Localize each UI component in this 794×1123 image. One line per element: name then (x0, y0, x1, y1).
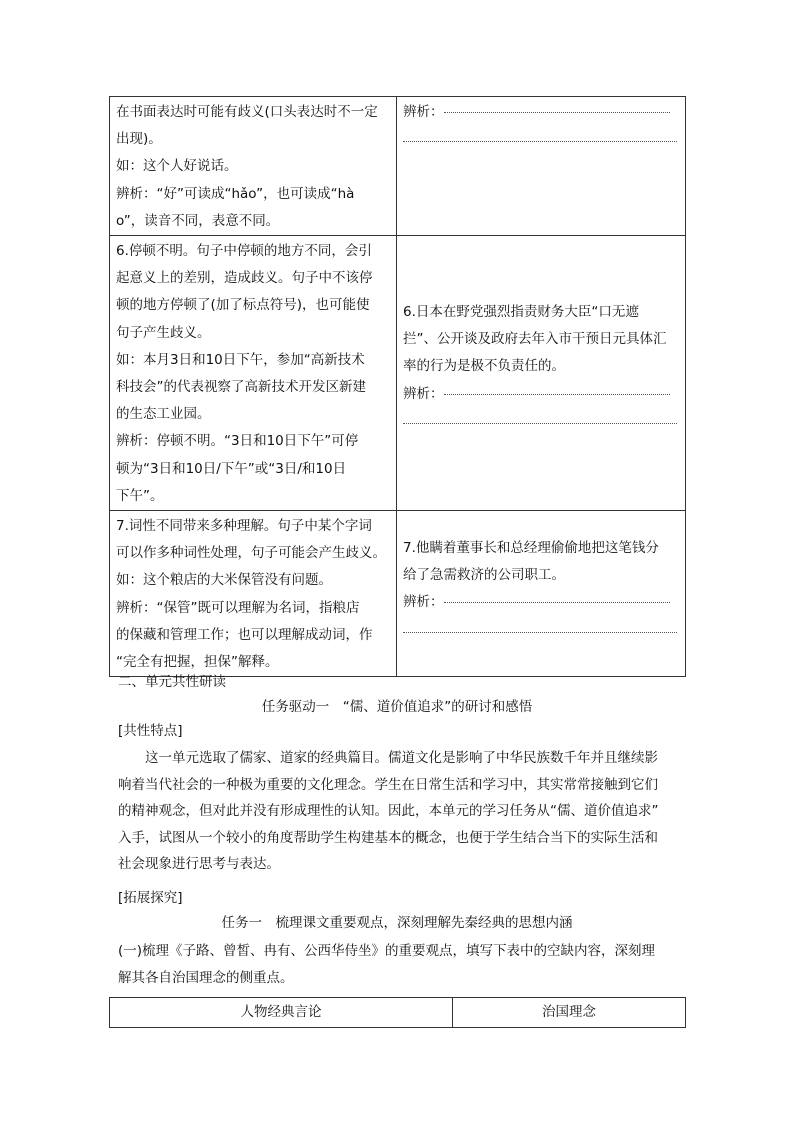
table-cell-right (397, 236, 686, 511)
analysis-label: 辨析： (403, 385, 444, 402)
analysis-label: 辨析： (403, 594, 444, 611)
answer-blank[interactable] (403, 140, 677, 142)
table-cell-right (397, 511, 686, 677)
paragraph-line: (一)梳理《子路、曾皙、冉有、公西华侍坐》的重要观点，填写下表中的空缺内容，深刻理 (118, 943, 656, 959)
cell-line: 句子产生歧义。 (116, 324, 211, 341)
cell-line: o”，读音不同，表意不同。 (116, 212, 280, 229)
table-row (110, 236, 686, 511)
cell-line: 6.日本在野党强烈指责财务大臣“口无遮 (403, 304, 639, 321)
table-header-row (110, 998, 686, 1028)
cell-line: 科技会”的代表视察了高新技术开发区新建 (116, 379, 366, 396)
answer-blank[interactable] (444, 393, 670, 395)
answer-blank[interactable] (444, 601, 670, 603)
governance-table (109, 997, 686, 1028)
features-paragraph (118, 745, 678, 878)
paragraph-line: 这一单元选取了儒家、道家的经典篇目。儒道文化是影响了中华民族数千年并且继续影 (118, 750, 658, 766)
features-label: [共性特点] (118, 723, 183, 739)
cell-line: 辨析：“保管”既可以理解为名词，指粮店 (116, 599, 360, 616)
table-cell-right (397, 97, 686, 236)
cell-line: 率的行为是极不负责任的。 (403, 358, 565, 375)
answer-blank[interactable] (403, 422, 677, 424)
task1-paragraph (118, 938, 678, 991)
cell-line: 拦”、公开谈及政府去年入市干预日元具体汇 (403, 331, 667, 348)
table-row (110, 97, 686, 236)
cell-line: 7.他瞒着董事长和总经理偷偷地把这笔钱分 (403, 540, 659, 557)
cell-line: 顿的地方停顿了(加了标点符号)，也可能使 (116, 297, 370, 314)
cell-line: 出现)。 (116, 131, 162, 148)
cell-line: 下午”。 (116, 487, 164, 504)
cell-line: 的生态工业园。 (116, 406, 211, 423)
answer-blank[interactable] (403, 631, 677, 633)
table-cell-left (110, 511, 397, 677)
cell-line: 可以作多种词性处理，句子可能会产生歧义。 (116, 545, 386, 562)
cell-line: 的保藏和管理工作；也可以理解成动词，作 (116, 626, 373, 643)
task-title: 任务驱动一 “儒、道价值追求”的研讨和感悟 (261, 699, 533, 715)
table-cell-left (110, 236, 397, 511)
cell-line: “完全有把握，担保”解释。 (116, 654, 279, 671)
cell-line: 辨析：“好”可读成“hǎo”，也可读成“hà (116, 185, 355, 202)
paragraph-line: 入手，试图从一个较小的角度帮助学生构建基本的概念，也便于学生结合当下的实际生活和 (118, 829, 658, 846)
analysis-label: 辨析： (403, 104, 444, 120)
paragraph-line: 响着当代社会的一种极为重要的文化理念。学生在日常生活和学习中，其实常常接触到它们 (118, 776, 658, 793)
table-cell-left (110, 97, 397, 236)
table-row (110, 511, 686, 677)
task1-title: 任务一 梳理课文重要观点，深刻理解先秦经典的思想内涵 (221, 915, 573, 931)
paragraph-line: 社会现象进行思考与表达。 (118, 856, 280, 872)
cell-line: 如：这个人好说话。 (116, 158, 238, 175)
paragraph-line: 解其各自治国理念的侧重点。 (118, 969, 294, 986)
cell-line: 给了急需救济的公司职工。 (403, 567, 565, 584)
cell-line: 顿为“3日和10日/下午”或“3日/和10日 (116, 460, 347, 477)
cell-line: 在书面表达时可能有歧义(口头表达时不一定 (116, 104, 378, 120)
ambiguity-table (109, 96, 686, 677)
cell-line: 6.停顿不明。句子中停顿的地方不同，会引 (116, 243, 372, 260)
section-heading: 二、单元共性研读 (118, 674, 226, 690)
answer-blank[interactable] (444, 111, 670, 113)
cell-line: 如：这个粮店的大米保管没有问题。 (116, 572, 332, 589)
explore-label: [拓展探究] (118, 890, 183, 906)
column-header: 治国理念 (453, 998, 686, 1028)
cell-line: 如：本月3日和10日下午，参加“高新技术 (116, 351, 365, 368)
cell-line: 7.词性不同带来多种理解。句子中某个字词 (116, 518, 372, 535)
column-header: 人物经典言论 (110, 998, 453, 1028)
cell-line: 辨析：停顿不明。“3日和10日下午”可停 (116, 433, 359, 450)
paragraph-line: 的精神观念，但对此并没有形成理性的认知。因此，本单元的学习任务从“儒、道价值追求” (118, 803, 659, 819)
cell-line: 起意义上的差别，造成歧义。句子中不该停 (116, 270, 373, 287)
